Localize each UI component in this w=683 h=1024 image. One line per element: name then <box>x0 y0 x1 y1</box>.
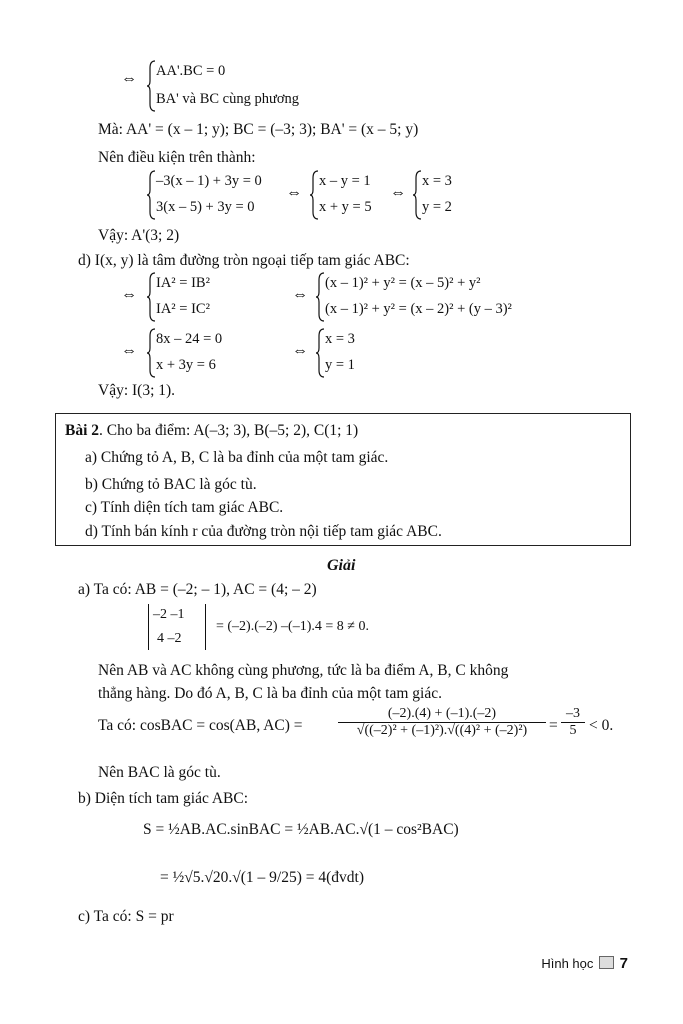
equivalence-symbol: ⇔ <box>121 286 137 303</box>
equivalence-symbol: ⇔ <box>286 184 302 201</box>
system-row: x + 3y = 6 <box>156 357 216 373</box>
system-row: x = 3 <box>325 331 355 347</box>
obtuse-conclusion: Nên BAC là góc tù. <box>98 764 221 781</box>
cosine-inequality: < 0. <box>589 717 614 734</box>
system-row: x = 3 <box>422 173 452 189</box>
solution-a-vectors: a) Ta có: AB = (–2; – 1), AC = (4; – 2) <box>78 581 317 598</box>
cosine-numerator: (–2).(4) + (–1).(–2) <box>387 706 497 721</box>
brace-icon <box>146 328 156 378</box>
system-row: IA² = IB² <box>156 275 210 291</box>
part-d-intro: d) I(x, y) là tâm đường tròn ngoại tiếp tam giác ABC: <box>78 252 410 269</box>
exercise-statement: Bài 2. Cho ba điểm: A(–3; 3), B(–5; 2), C(1; 1) <box>65 422 359 439</box>
section-name: Hình học <box>541 956 594 971</box>
exercise-item: a) Chứng tỏ A, B, C là ba đỉnh của một tam giác. <box>85 449 389 466</box>
page-footer <box>541 955 628 972</box>
system-row: (x – 1)² + y² = (x – 5)² + y² <box>325 275 481 291</box>
brace-icon <box>146 170 156 220</box>
equals-sign: = <box>549 717 558 734</box>
cosine-fraction <box>338 706 546 739</box>
brace-icon <box>309 170 319 220</box>
exercise-box <box>55 413 631 546</box>
determinant-value: = (–2).(–2) –(–1).4 = 8 ≠ 0. <box>216 619 369 634</box>
ma-line: Mà: AA' = (x – 1; y); BC = (–3; 3); BA' = (x – 5; y) <box>98 121 419 138</box>
solution-c-intro: c) Ta có: S = pr <box>78 908 174 925</box>
solution-a-conclusion: thẳng hàng. Do đó A, B, C là ba đỉnh của một tam giác. <box>98 685 442 702</box>
system-top <box>146 60 366 112</box>
area-formula: S = ½AB.AC.sinBAC = ½AB.AC.√(1 – cos²BAC) <box>143 821 459 838</box>
system-row: y = 1 <box>325 357 355 373</box>
brace-icon <box>412 170 422 220</box>
system-d-3 <box>146 328 266 378</box>
determinant-row: –2 –1 <box>153 607 185 622</box>
equivalence-symbol: ⇔ <box>121 70 137 87</box>
system-row: IA² = IC² <box>156 301 210 317</box>
system-row: AA'.BC = 0 <box>156 63 226 79</box>
system-row: x + y = 5 <box>319 199 372 215</box>
equivalence-symbol: ⇔ <box>292 342 308 359</box>
system-d-1 <box>146 272 266 322</box>
system-d-2 <box>315 272 575 322</box>
solution-b-intro: b) Diện tích tam giác ABC: <box>78 790 249 807</box>
brace-icon <box>146 60 156 112</box>
area-computation: = ½√5.√20.√(1 – 9/25) = 4(đvdt) <box>160 869 365 886</box>
system-row: x – y = 1 <box>319 173 371 189</box>
system-row: 8x – 24 = 0 <box>156 331 223 347</box>
cosine-result <box>561 706 585 739</box>
system-a-1 <box>146 170 286 220</box>
condition-intro: Nên điều kiện trên thành: <box>98 149 256 166</box>
system-d-4 <box>315 328 385 378</box>
brace-icon <box>146 272 156 322</box>
system-row: BA' và BC cùng phương <box>156 91 299 107</box>
book-icon <box>599 956 614 969</box>
brace-icon <box>315 328 325 378</box>
page-number: 7 <box>619 955 628 972</box>
system-a-2 <box>309 170 389 220</box>
cosine-result-numerator: –3 <box>566 706 580 721</box>
system-row: y = 2 <box>422 199 452 215</box>
exercise-item: b) Chứng tỏ BAC là góc tù. <box>85 476 257 493</box>
equivalence-symbol: ⇔ <box>292 286 308 303</box>
system-row: 3(x – 5) + 3y = 0 <box>156 199 255 215</box>
solution-title: Giải <box>327 557 356 574</box>
solution-a-conclusion: Nên AB và AC không cùng phương, tức là ba điểm A, B, C không <box>98 662 509 679</box>
system-row: –3(x – 1) + 3y = 0 <box>156 173 262 189</box>
brace-icon <box>315 272 325 322</box>
conclusion-d: Vậy: I(3; 1). <box>98 382 176 399</box>
conclusion-a: Vậy: A'(3; 2) <box>98 227 180 244</box>
system-row: (x – 1)² + y² = (x – 2)² + (y – 3)² <box>325 301 512 317</box>
cosine-denominator: √((–2)² + (–1)²).√((4)² + (–2)²) <box>338 722 546 739</box>
exercise-item: c) Tính diện tích tam giác ABC. <box>85 499 284 516</box>
system-a-3 <box>412 170 472 220</box>
determinant-row: 4 –2 <box>157 631 182 646</box>
equivalence-symbol: ⇔ <box>390 184 406 201</box>
cosine-lhs: Ta có: cosBAC = cos(AB, AC) = <box>98 717 303 734</box>
determinant <box>148 604 206 650</box>
equivalence-symbol: ⇔ <box>121 342 137 359</box>
exercise-item: d) Tính bán kính r của đường tròn nội tiếp tam giác ABC. <box>85 523 442 540</box>
cosine-result-denominator: 5 <box>561 722 585 739</box>
